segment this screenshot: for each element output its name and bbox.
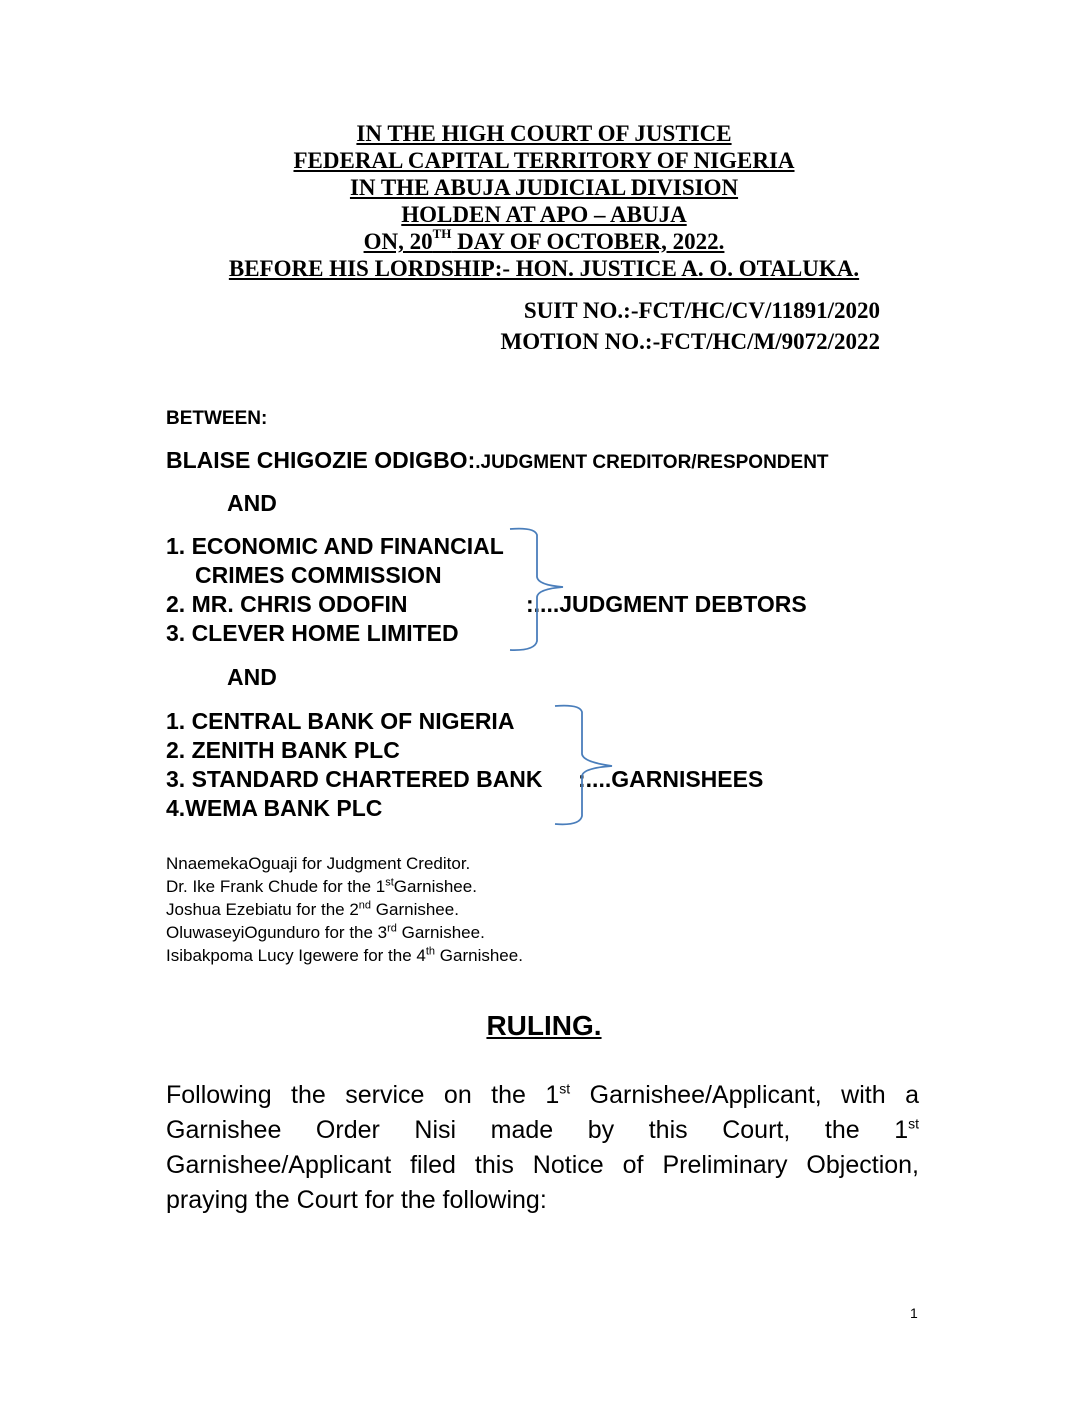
- garnishee-2: 2. ZENITH BANK PLC: [166, 737, 400, 763]
- court-header: [0, 120, 1088, 282]
- header-date: ON, 20TH DAY OF OCTOBER, 2022.: [363, 226, 725, 254]
- suit-number: SUIT NO.:-FCT/HC/CV/11891/2020: [523, 298, 880, 323]
- garnishees-role: :....GARNISHEES: [578, 766, 764, 792]
- header-holden: HOLDEN AT APO – ABUJA: [401, 202, 687, 227]
- header-court: IN THE HIGH COURT OF JUSTICE: [356, 121, 732, 146]
- motion-number: MOTION NO.:-FCT/HC/M/9072/2022: [500, 329, 880, 354]
- creditor-name: BLAISE CHIGOZIE ODIGBO:: [166, 447, 476, 473]
- header-judge: BEFORE HIS LORDSHIP:- HON. JUSTICE A. O. OTALUKA.: [228, 256, 860, 281]
- judgment-creditor: [166, 447, 829, 474]
- garnishee-4: 4.WEMA BANK PLC: [166, 795, 383, 821]
- header-territory: FEDERAL CAPITAL TERRITORY OF NIGERIA: [293, 148, 795, 173]
- creditor-role: .JUDGMENT CREDITOR/RESPONDENT: [475, 452, 829, 473]
- garnishee-3: 3. STANDARD CHARTERED BANK: [166, 766, 543, 792]
- and-separator-2: AND: [227, 664, 277, 690]
- counsel-line: Dr. Ike Frank Chude for the 1stGarnishee.: [166, 876, 477, 896]
- debtors-brace-path: [510, 529, 563, 650]
- ruling-paragraph: Following the service on the 1st Garnishee/Applicant, with a Garnishee Order Nisi made by this Court, the 1st Garnishee/Applicant filed this Notice of Preliminary Objection, praying the Court for the following:: [166, 1080, 919, 1214]
- counsel-line: Isibakpoma Lucy Igewere for the 4th Garnishee.: [166, 945, 523, 965]
- debtor-1: 1. ECONOMIC AND FINANCIAL: [166, 533, 504, 559]
- counsel-list: [166, 852, 523, 967]
- debtor-2: 2. MR. CHRIS ODOFIN: [166, 591, 408, 617]
- suit-numbers: [501, 295, 880, 357]
- counsel-line: OluwaseyiOgunduro for the 3rd Garnishee.: [166, 922, 485, 942]
- debtors-brace: [505, 525, 575, 655]
- debtor-1-cont: CRIMES COMMISSION: [195, 562, 442, 588]
- page-number: 1: [910, 1305, 918, 1321]
- counsel-line: Joshua Ezebiatu for the 2nd Garnishee.: [166, 899, 459, 919]
- counsel-line: NnaemekaOguaji for Judgment Creditor.: [166, 854, 471, 873]
- between-label: BETWEEN:: [166, 408, 268, 429]
- ruling-title: RULING.: [486, 1010, 602, 1041]
- garnishee-1: 1. CENTRAL BANK OF NIGERIA: [166, 708, 515, 734]
- garnishees-brace: [550, 700, 620, 830]
- garnishees-brace-path: [555, 706, 612, 825]
- and-separator-1: AND: [227, 490, 277, 516]
- debtors-role: :....JUDGMENT DEBTORS: [526, 591, 807, 617]
- debtor-3: 3. CLEVER HOME LIMITED: [166, 620, 459, 646]
- header-division: IN THE ABUJA JUDICIAL DIVISION: [349, 175, 739, 200]
